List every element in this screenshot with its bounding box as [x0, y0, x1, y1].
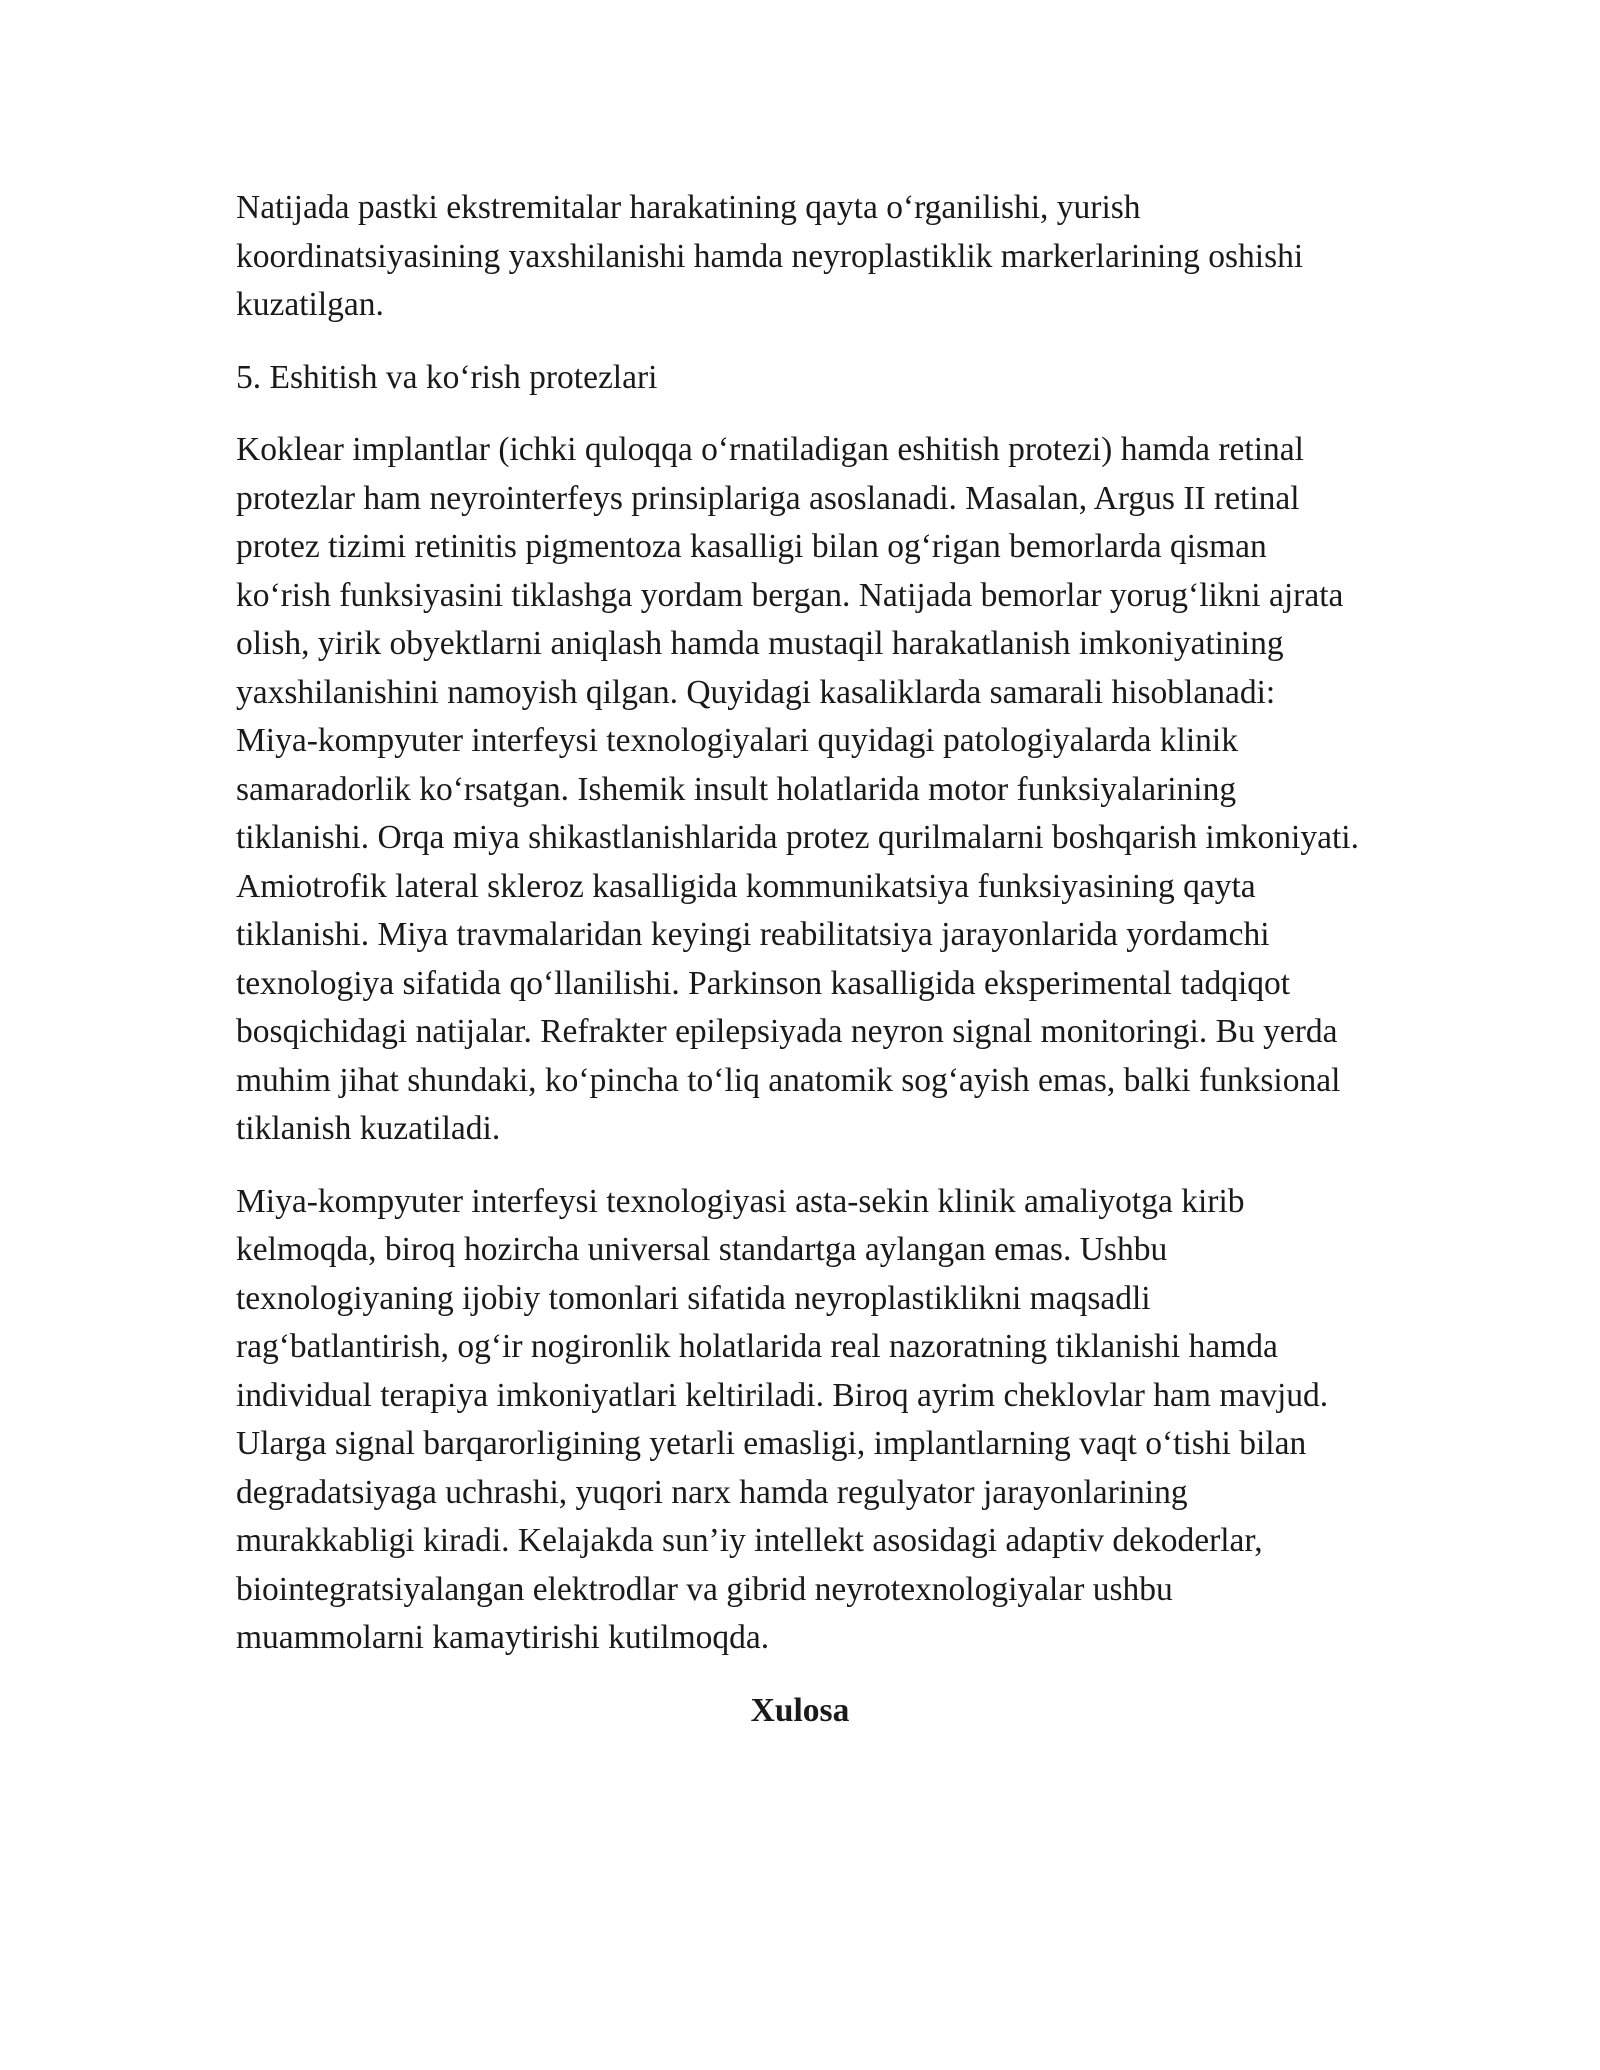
paragraph-results-lower-limbs: Natijada pastki ekstremitalar harakatining qayta o‘rganilishi, yurish koordinatsiyasining yaxshilanishi hamda neyroplastiklik markerlarining oshishi kuzatilgan. [236, 189, 1304, 323]
paragraph-cochlear-retinal-implants: Koklear implantlar (ichki quloqqa o‘rnatiladigan eshitish protezi) hamda retinal protezlar ham neyrointerfeys prinsiplariga asoslanadi. Masalan, Argus II retinal protez tizimi retinitis pigmentoza kasalligi bilan og‘rigan bemorlarda qisman ko‘rish funksiyasini tiklashga yordam bergan. Natijada bemorlar yorug‘likni ajrata olish, yirik obyektlarni aniqlash hamda mustaqil harakatlanish imkoniyatining yaxshilanishini namoyish qilgan. Quyidagi kasaliklarda samarali hisoblanadi: Miya-kompyuter interfeysi texnologiyalari quyidagi patologiyalarda klinik samaradorlik ko‘rsatgan. Ishemik insult holatlarida motor funksiyalarining tiklanishi. Orqa miya shikastlanishlarida protez qurilmalarni boshqarish imkoniyati. Amiotrofik lateral skleroz kasalligida kommunikatsiya funksiyasining qayta tiklanishi. Miya travmalaridan keyingi reabilitatsiya jarayonlarida yordamchi texnologiya sifatida qo‘llanilishi. Parkinson kasalligida eksperimental tadqiqot bosqichidagi natijalar. Refrakter epilepsiyada neyron signal monitoringi. Bu yerda muhim jihat shundaki, ko‘pincha to‘liq anatomik sog‘ayish emas, balki funksional tiklanish kuzatiladi. [236, 431, 1359, 1147]
paragraph-bci-clinical-practice: Miya-kompyuter interfeysi texnologiyasi asta-sekin klinik amaliyotga kirib kelmoqda, biroq hozircha universal standartga aylangan emas. Ushbu texnologiyaning ijobiy tomonlari sifatida neyroplastiklikni maqsadli rag‘batlantirish, og‘ir nogironlik holatlarida real nazoratning tiklanishi hamda individual terapiya imkoniyatlari keltiriladi. Biroq ayrim cheklovlar ham mavjud. Ularga signal barqarorligining yetarli emasligi, implantlarning vaqt o‘tishi bilan degradatsiyaga uchrashi, yuqori narx hamda regulyator jarayonlarining murakkabligi kiradi. Kelajakda sun’iy intellekt asosidagi adaptiv dekoderlar, biointegratsiyalangan elektrodlar va gibrid neyrotexnologiyalar ushbu muammolarni kamaytirishi kutilmoqda. [236, 1182, 1329, 1656]
section-title-conclusion: Xulosa [750, 1691, 850, 1729]
document-body [236, 184, 1364, 1735]
subheading-hearing-vision-prostheses: 5. Eshitish va ko‘rish protezlari [236, 358, 658, 396]
